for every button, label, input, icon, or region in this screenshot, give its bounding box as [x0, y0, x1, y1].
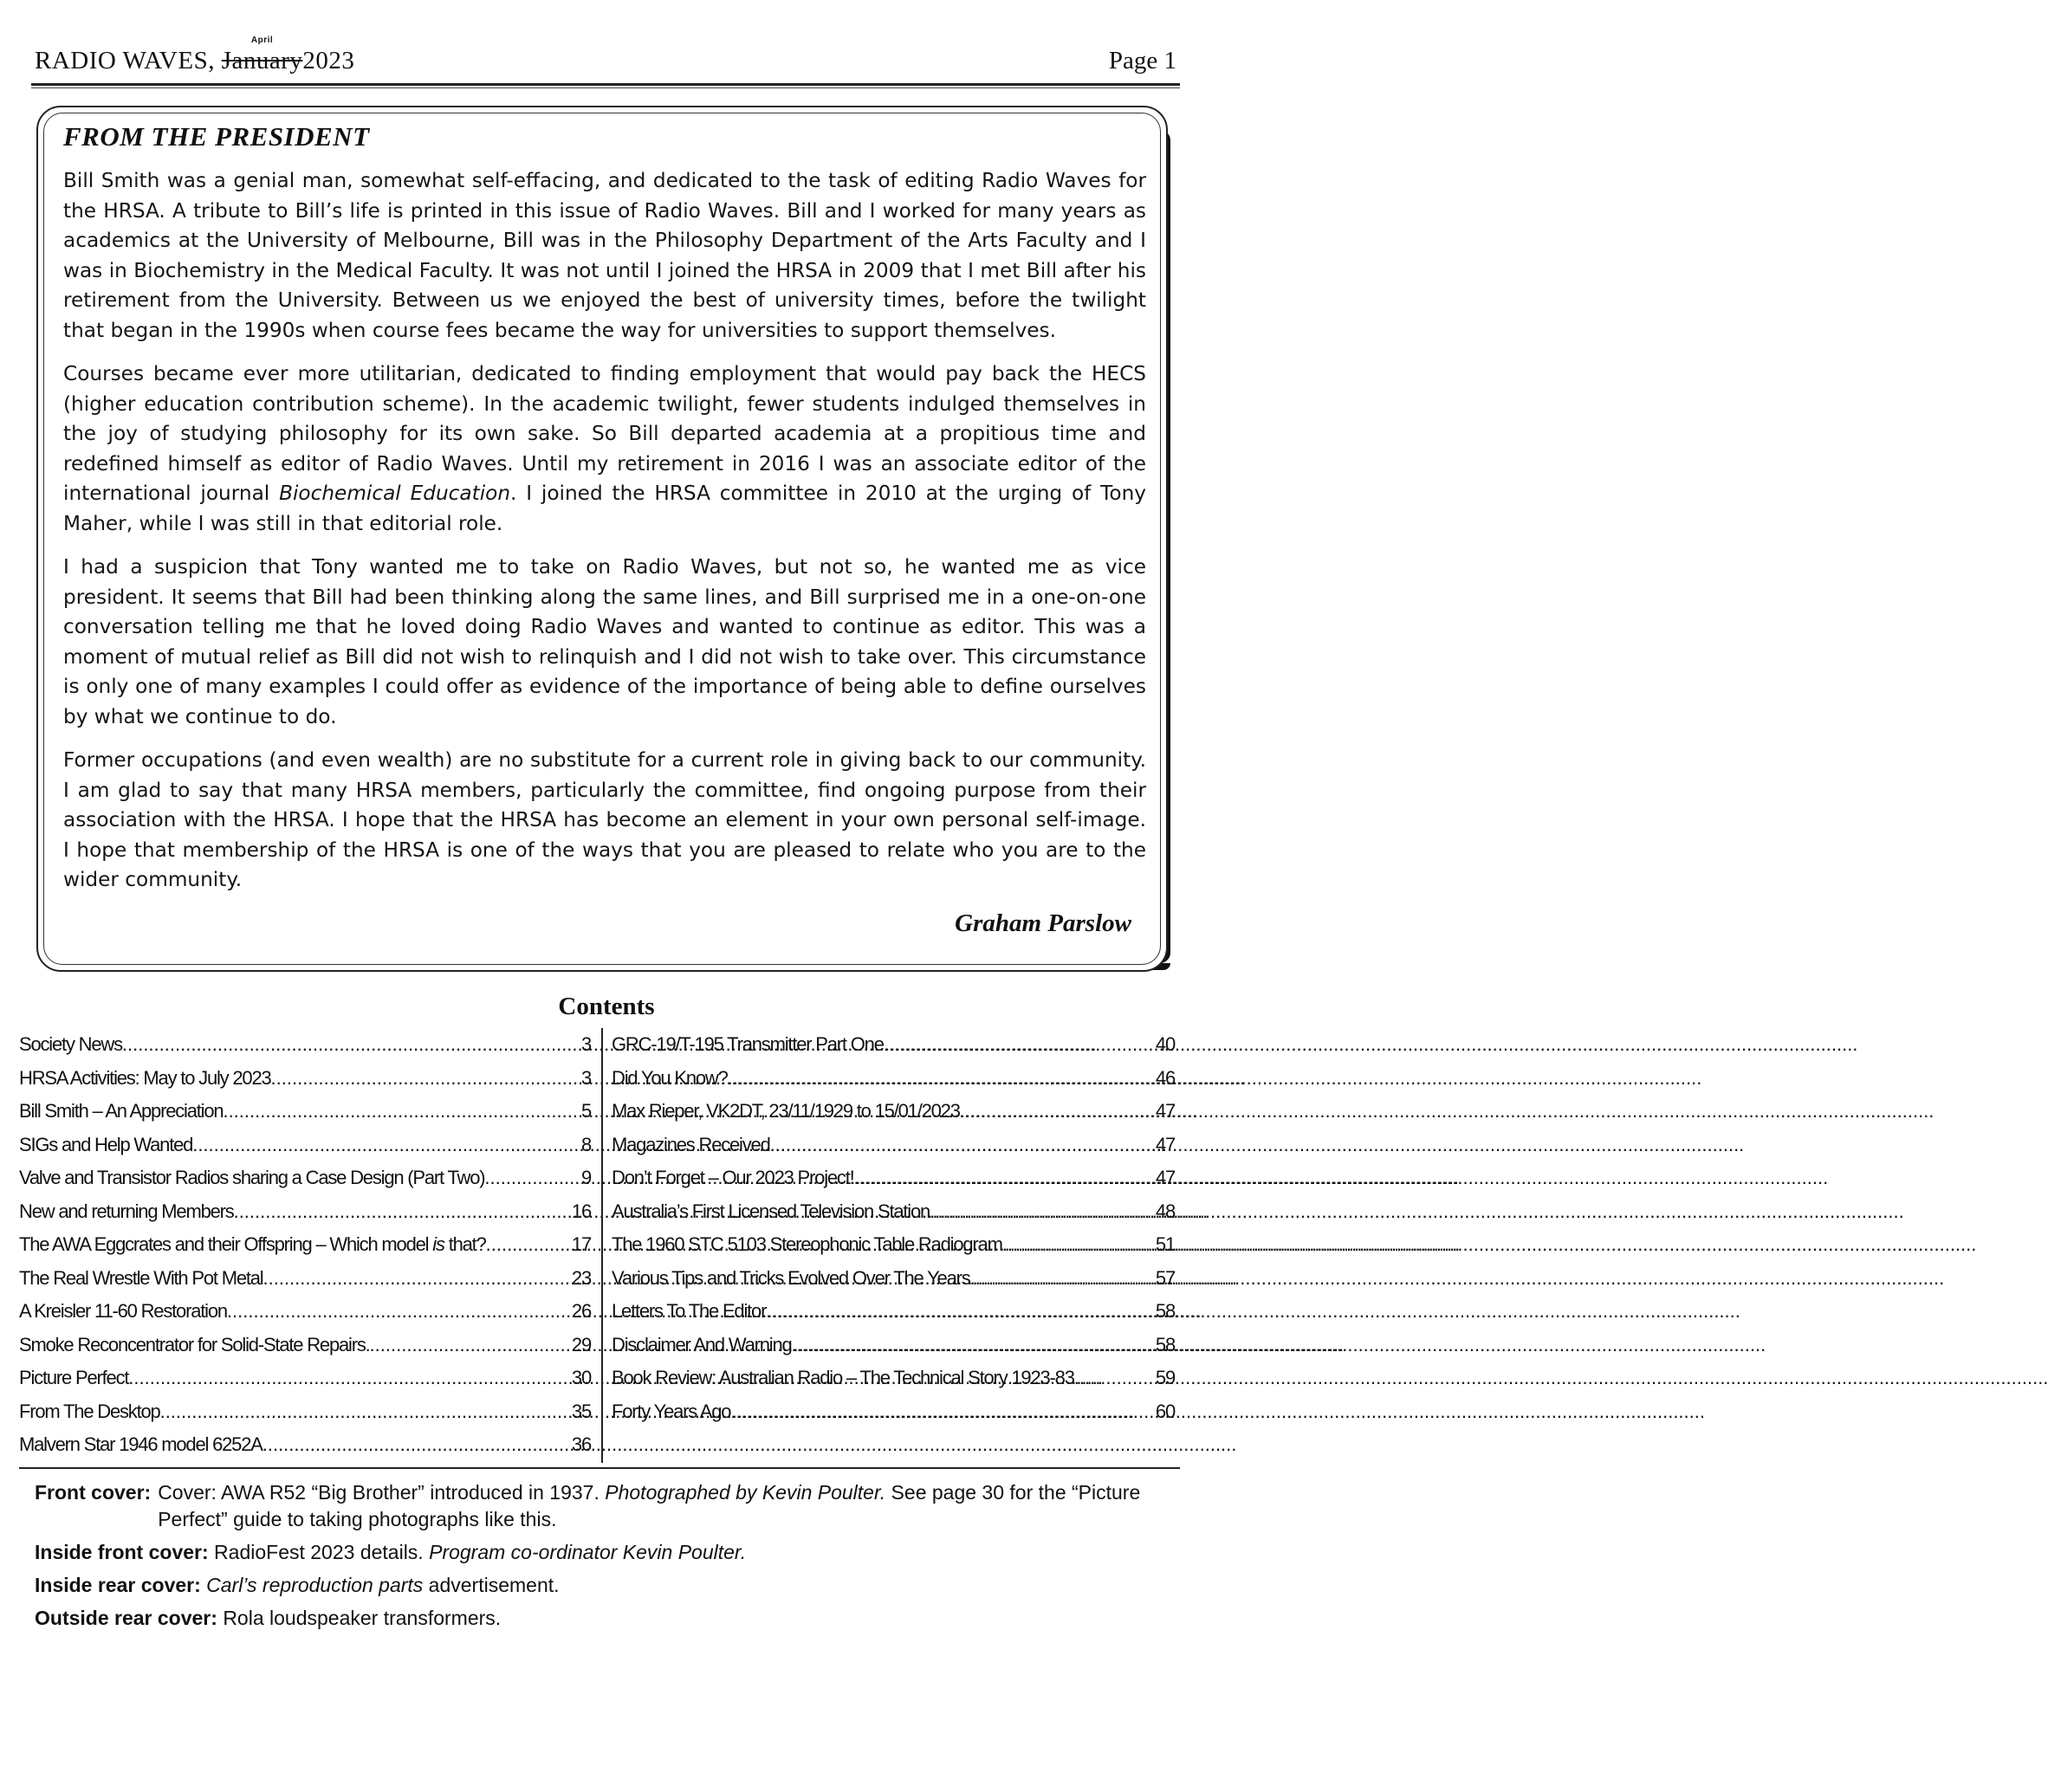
- contents-entry: [612, 1362, 1175, 1395]
- contents-entry: [612, 1161, 1175, 1195]
- publication-title: [35, 36, 355, 75]
- contents-entry-leader: [263, 1262, 572, 1296]
- contents-entry-leader: [1074, 1362, 1156, 1395]
- contents-entry-title: Book Review: Australian Radio – The Technical Story 1923-83: [612, 1367, 1074, 1388]
- contents-entry-title: Disclaimer And Warning: [612, 1333, 792, 1355]
- contents-entry-page: 60: [1155, 1400, 1175, 1422]
- contents-entry-leader: [854, 1161, 1156, 1195]
- contents-entry: [612, 1295, 1175, 1329]
- contents-entry-title: Bill Smith – An Appreciation: [19, 1100, 224, 1122]
- contents-entry-page: 47: [1155, 1167, 1175, 1188]
- contents-entry: [19, 1428, 591, 1462]
- contents-entry-title: Various Tips and Tricks Evolved Over The Years: [612, 1266, 970, 1289]
- contents-entry-leader: [730, 1395, 1156, 1429]
- contents-entry-title: Australia’s First Licensed Television Station: [612, 1200, 930, 1222]
- contents-bottom-rule: [19, 1467, 1180, 1469]
- president-message-body: [63, 166, 1146, 909]
- contents-entry-page: 40: [1155, 1033, 1175, 1055]
- contents-entry-leader: [770, 1129, 1156, 1162]
- front-cover-text: Cover: AWA R52 “Big Brother” introduced in 1937. Photographed by Kevin Poulter. See page 30 for the “Picture Perfect” guide to taking photographs like this.: [158, 1481, 1141, 1530]
- contents-entry-title: Don’t Forget – Our 2023 Project!: [612, 1167, 854, 1188]
- handwritten-month-correction: April: [250, 36, 274, 45]
- contents-entry-leader: [234, 1195, 572, 1229]
- contents-entry-leader: [262, 1428, 572, 1462]
- contents-entry: [19, 1228, 591, 1262]
- contents-entry-leader: [122, 1028, 581, 1062]
- outside-rear-cover-label: Outside rear cover:: [35, 1607, 217, 1629]
- contents-entry: [612, 1395, 1175, 1429]
- cover-notes: [35, 1479, 1178, 1638]
- contents-entry-page: 58: [1155, 1333, 1175, 1355]
- front-cover-label: Front cover:: [35, 1481, 152, 1504]
- contents-entry-leader: [370, 1329, 572, 1362]
- contents-entry-title: The 1960 STC 5103 Stereophonic Table Radiogram: [612, 1233, 1002, 1255]
- president-signature: Graham Parslow: [955, 909, 1131, 937]
- contents-entry: [19, 1161, 591, 1195]
- contents-entry-title: The AWA Eggcrates and their Offspring – Which model is that?: [19, 1233, 486, 1255]
- contents-entry-title: Max Rieper, VK2DT, 23/11/1929 to 15/01/2023: [612, 1100, 960, 1122]
- contents-entry-page: 30: [571, 1367, 591, 1388]
- contents-entry-title: Magazines Received: [612, 1133, 770, 1155]
- contents-entry: [612, 1062, 1175, 1096]
- contents-entry: [612, 1028, 1175, 1062]
- contents-entry-title: Malvern Star 1946 model 6252A: [19, 1433, 262, 1455]
- contents-entry-page: 47: [1155, 1133, 1175, 1155]
- president-paragraph: I had a suspicion that Tony wanted me to take on Radio Waves, but not so, he wanted me as vice president. It seems that Bill had been thinking along the same lines, and Bill surprised me in a one-on-one conversation telling me that he loved doing Radio Waves and wanted to continue as editor. This was a moment of mutual relief as Bill did not wish to relinquish and I did not wish to take over. This circumstance is only one of many examples I could offer as evidence of the importance of being able to define ourselves by what we continue to do.: [63, 555, 1146, 728]
- publication-year: 2023: [302, 47, 355, 74]
- contents-entry-title: Did You Know?: [612, 1066, 728, 1089]
- contents-entry: [612, 1262, 1175, 1296]
- president-paragraph: Courses became ever more utilitarian, dedicated to finding employment that would pay back the HECS (higher education contribution scheme). In the academic twilight, fewer students indulged themselves in the joy of studying philosophy for its own sake. So Bill departed academia at a propitious time and redefined himself as editor of Radio Waves. Until my retirement in 2016 I was an associate editor of the international journal Biochemical Education. I joined the HRSA committee in 2010 at the urging of Tony Maher, while I was still in that editorial role.: [63, 362, 1146, 535]
- contents-entry-title: From The Desktop: [19, 1400, 160, 1422]
- contents-entry-page: 36: [571, 1433, 591, 1455]
- contents-entry: [19, 1195, 591, 1229]
- contents-column-divider: [601, 1028, 603, 1463]
- contents-entry-title: Letters To The Editor: [612, 1300, 767, 1322]
- contents-entry-leader: [792, 1329, 1156, 1362]
- contents-entry: [612, 1129, 1175, 1162]
- contents-title: Contents: [558, 993, 655, 1020]
- page-number: Page 1: [1108, 47, 1176, 74]
- inside-front-cover-note: Inside front cover: RadioFest 2023 details. Program co-ordinator Kevin Poulter.: [35, 1541, 747, 1563]
- contents-entry: [19, 1062, 591, 1096]
- contents-entry-leader: [486, 1228, 572, 1262]
- contents-table: [19, 1028, 1180, 1463]
- contents-entry-page: 3: [580, 1033, 591, 1055]
- contents-right-column: [612, 1028, 1175, 1428]
- contents-entry-page: 3: [580, 1066, 591, 1089]
- president-section-title: FROM THE PRESIDENT: [63, 121, 370, 152]
- contents-entry-title: GRC-19/T-195 Transmitter Part One: [612, 1033, 884, 1055]
- contents-entry-leader: [930, 1195, 1156, 1229]
- contents-entry-page: 8: [580, 1133, 591, 1155]
- contents-entry-page: 17: [571, 1233, 591, 1255]
- contents-entry-leader: [884, 1028, 1156, 1062]
- contents-entry: [19, 1295, 591, 1329]
- contents-entry-page: 48: [1155, 1200, 1175, 1222]
- contents-entry: [19, 1129, 591, 1162]
- contents-entry-title: Valve and Transistor Radios sharing a Case Design (Part Two): [19, 1167, 485, 1188]
- contents-entry-leader: [227, 1295, 572, 1329]
- contents-entry-page: 9: [580, 1167, 591, 1188]
- contents-entry-page: 35: [571, 1400, 591, 1422]
- outside-rear-cover-note: Outside rear cover: Rola loudspeaker transformers.: [35, 1607, 502, 1629]
- contents-entry-leader: [223, 1095, 581, 1129]
- contents-entry-title: The Real Wrestle With Pot Metal: [19, 1266, 263, 1289]
- contents-entry-leader: [766, 1295, 1156, 1329]
- contents-entry-page: 51: [1155, 1233, 1175, 1255]
- contents-entry-leader: [484, 1161, 581, 1195]
- contents-entry-page: 29: [571, 1333, 591, 1355]
- contents-entry-page: 5: [580, 1100, 591, 1122]
- contents-entry-page: 46: [1155, 1066, 1175, 1089]
- contents-entry-title: A Kreisler 11-60 Restoration: [19, 1300, 227, 1322]
- contents-entry: [612, 1228, 1175, 1262]
- contents-entry-leader: [970, 1262, 1156, 1296]
- contents-entry-title: Forty Years Ago: [612, 1400, 731, 1422]
- contents-left-column: [19, 1028, 591, 1462]
- contents-entry-leader: [192, 1129, 581, 1162]
- struck-month: April January: [221, 36, 303, 74]
- contents-entry-title: SIGs and Help Wanted: [19, 1133, 193, 1155]
- inside-front-cover-label: Inside front cover:: [35, 1541, 209, 1563]
- contents-entry-page: 58: [1155, 1300, 1175, 1322]
- contents-entry-leader: [728, 1062, 1156, 1096]
- contents-entry: [612, 1329, 1175, 1362]
- contents-entry-title: New and returning Members: [19, 1200, 234, 1222]
- contents-entry: [19, 1362, 591, 1395]
- contents-entry: [612, 1195, 1175, 1229]
- contents-entry: [19, 1262, 591, 1296]
- contents-entry-page: 26: [571, 1300, 591, 1322]
- contents-entry-leader: [960, 1095, 1156, 1129]
- page-header: [31, 36, 1180, 86]
- contents-entry-page: 47: [1155, 1100, 1175, 1122]
- contents-entry-page: 59: [1155, 1367, 1175, 1388]
- president-paragraph: Bill Smith was a genial man, somewhat self-effacing, and dedicated to the task of editing Radio Waves for the HRSA. A tribute to Bill’s life is printed in this issue of Radio Waves. Bill and I worked for many years as academics at the University of Melbourne, Bill was in the Philosophy Department of the Arts Faculty and I was in Biochemistry in the Medical Faculty. It was not until I joined the HRSA in 2009 that I met Bill after his retirement from the University. Between us we enjoyed the best of university times, before the twilight that began in the 1990s when course fees became the way for universities to support themselves.: [63, 169, 1146, 342]
- contents-entry: [612, 1095, 1175, 1129]
- contents-entry-page: 16: [571, 1200, 591, 1222]
- contents-entry-title: Society News: [19, 1033, 122, 1055]
- contents-entry-page: 57: [1155, 1266, 1175, 1289]
- contents-entry-page: 23: [571, 1266, 591, 1289]
- contents-entry-leader: [271, 1062, 581, 1096]
- contents-entry: [19, 1028, 591, 1062]
- contents-entry-title: Picture Perfect: [19, 1367, 129, 1388]
- contents-entry: [19, 1329, 591, 1362]
- header-rule: [31, 87, 1180, 88]
- journal-title: Biochemical Education: [279, 482, 511, 505]
- contents-entry: [19, 1095, 591, 1129]
- contents-entry-leader: [1002, 1228, 1156, 1262]
- contents-entry: [19, 1395, 591, 1429]
- president-paragraph: Former occupations (and even wealth) are no substitute for a current role in giving back to our community. I am glad to say that many HRSA members, particularly the committee, find ongoing purpose from their association with the HRSA. I hope that the HRSA has become an element in your own personal self-image. I hope that membership of the HRSA is one of the ways that you are pleased to relate who you are to the wider community.: [63, 748, 1146, 891]
- inside-rear-cover-label: Inside rear cover:: [35, 1574, 201, 1596]
- contents-entry-leader: [160, 1395, 572, 1429]
- publication-name: RADIO WAVES,: [35, 47, 215, 74]
- front-cover-note: [35, 1479, 1178, 1533]
- contents-entry-title: Smoke Reconcentrator for Solid-State Repairs.: [19, 1333, 370, 1355]
- inside-rear-cover-note: Inside rear cover: Carl’s reproduction parts advertisement.: [35, 1574, 560, 1596]
- contents-entry-title: HRSA Activities: May to July 2023: [19, 1066, 271, 1089]
- contents-entry-leader: [128, 1362, 572, 1395]
